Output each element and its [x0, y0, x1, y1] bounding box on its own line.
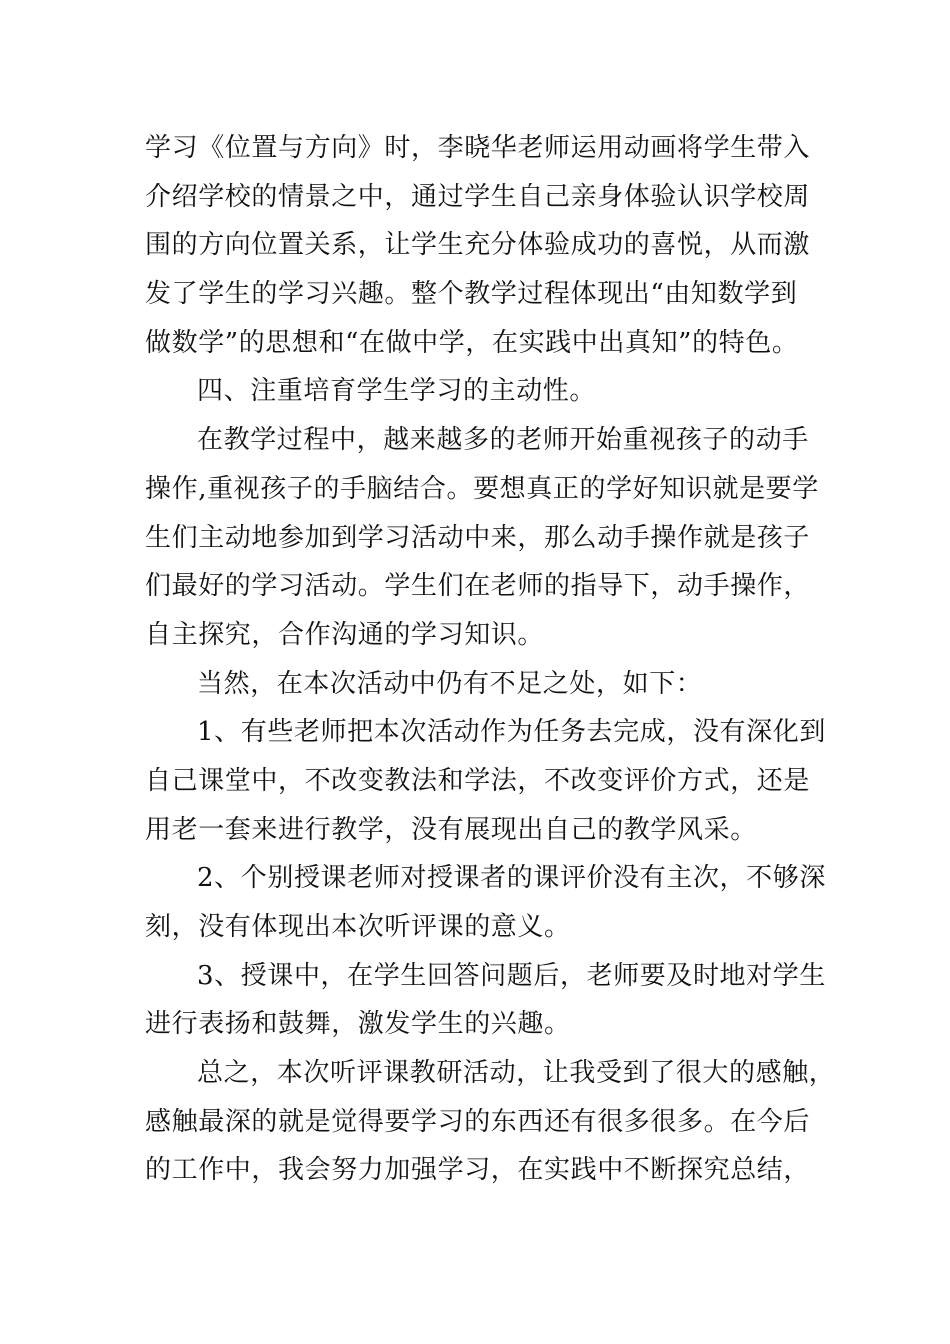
text-line: 用老一套来进行教学，没有展现出自己的教学风采。: [145, 814, 757, 845]
text-line: 介绍学校的情景之中，通过学生自己亲身体验认识学校周: [145, 181, 811, 212]
text-line: 做数学”的思想和“在做中学，在实践中出真知”的特色。: [145, 327, 799, 358]
text-line: 发了学生的学习兴趣。整个教学过程体现出“由知数学到: [145, 279, 798, 310]
paragraph-first-line: 当然，在本次活动中仍有不足之处，如下：: [197, 668, 703, 699]
text-line: 操作,重视孩子的手脑结合。要想真正的学好知识就是要学: [145, 473, 819, 504]
list-item-first-line: 2、个别授课老师对授课者的课评价没有主次，不够深: [197, 863, 826, 894]
text-line: 感触最深的就是觉得要学习的东西还有很多很多。在今后: [145, 1106, 811, 1137]
text-line: 围的方向位置关系，让学生充分体验成功的喜悦，从而激: [145, 230, 811, 261]
text-line: 的工作中，我会努力加强学习，在实践中不断探究总结，: [145, 1155, 811, 1186]
text-line: 学习《位置与方向》时，李晓华老师运用动画将学生带入: [145, 133, 811, 163]
document-body: [145, 124, 836, 1195]
text-line: 自主探究，合作沟通的学习知识。: [145, 619, 545, 650]
text-line: 生们主动地参加到学习活动中来，那么动手操作就是孩子: [145, 522, 811, 553]
paragraph-first-line: 总之，本次听评课教研活动，让我受到了很大的感触，: [197, 1058, 836, 1089]
section-heading: 四、注重培育学生学习的主动性。: [197, 376, 597, 407]
text-line: 刻，没有体现出本次听评课的意义。: [145, 912, 571, 942]
list-item-first-line: 3、授课中，在学生回答问题后，老师要及时地对学生: [197, 960, 826, 991]
paragraph-first-line: 在教学过程中，越来越多的老师开始重视孩子的动手: [197, 425, 809, 456]
list-item-first-line: 1、有些老师把本次活动作为任务去完成，没有深化到: [197, 717, 826, 748]
text-line: 进行表扬和鼓舞，激发学生的兴趣。: [145, 1009, 571, 1040]
text-line: 自己课堂中，不改变教法和学法，不改变评价方式，还是: [145, 765, 811, 796]
text-line: 们最好的学习活动。学生们在老师的指导下，动手操作，: [145, 571, 811, 602]
